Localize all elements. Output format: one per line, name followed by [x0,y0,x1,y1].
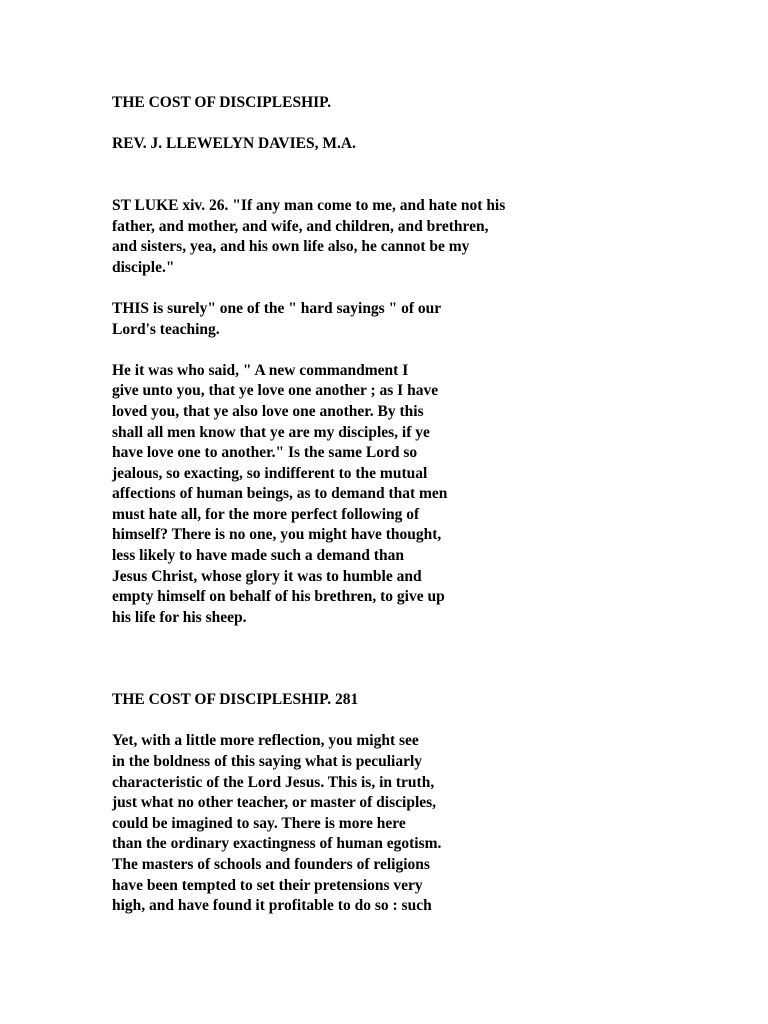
text-line: Jesus Christ, whose glory it was to humble and [112,567,422,585]
body-paragraph [112,361,672,629]
text-line: father, and mother, and wife, and children, and brethren, [112,217,489,235]
spacer [112,340,672,361]
text-line: less likely to have made such a demand than [112,547,404,565]
text-line: than the ordinary exactingness of human egotism. [112,835,442,853]
scripture-paragraph [112,196,672,278]
text-line: must hate all, for the more perfect following of [112,505,420,523]
text-line: disciple." [112,258,175,276]
text-line: and sisters, yea, and his own life also, he cannot be my [112,238,470,256]
spacer [112,114,672,135]
text-line: his life for his sheep. [112,608,247,626]
text-line: high, and have found it profitable to do so : such [112,897,432,915]
text-line: characteristic of the Lord Jesus. This is, in truth, [112,773,435,791]
document-author [112,134,672,155]
text-line: have love one to another." Is the same Lord so [112,444,418,462]
intro-paragraph [112,299,672,340]
document-title [112,93,672,114]
text-line: The masters of schools and founders of religions [112,855,430,873]
running-header [112,690,672,711]
text-line: affections of human beings, as to demand that men [112,485,448,503]
text-line: He it was who said, " A new commandment I [112,361,409,379]
text-line: have been tempted to set their pretensions very [112,876,423,894]
text-line: give unto you, that ye love one another ; as I have [112,382,439,400]
text-line: empty himself on behalf of his brethren, to give up [112,588,445,606]
continuation-paragraph [112,731,672,916]
text-line: loved you, that ye also love one another. By this [112,402,424,420]
text-line: shall all men know that ye are my disciples, if ye [112,423,430,441]
text-line: in the boldness of this saying what is peculiarly [112,753,423,771]
text-line: THIS is surely" one of the " hard sayings " of our [112,299,442,317]
text-line: himself? There is no one, you might have thought, [112,526,442,544]
text-line: Yet, with a little more reflection, you might see [112,732,419,750]
document-page [112,93,672,917]
spacer [112,155,672,196]
text-line: Lord's teaching. [112,320,220,338]
text-line: ST LUKE xiv. 26. "If any man come to me, and hate not his [112,196,506,214]
spacer [112,278,672,299]
text-line: jealous, so exacting, so indifferent to the mutual [112,464,428,482]
title-line: THE COST OF DISCIPLESHIP. [112,94,332,111]
spacer [112,711,672,732]
author-line: REV. J. LLEWELYN DAVIES, M.A. [112,135,356,153]
text-line: could be imagined to say. There is more here [112,814,406,832]
spacer [112,628,672,690]
running-header-line: THE COST OF DISCIPLESHIP. 281 [112,691,359,709]
text-line: just what no other teacher, or master of disciples, [112,794,437,812]
